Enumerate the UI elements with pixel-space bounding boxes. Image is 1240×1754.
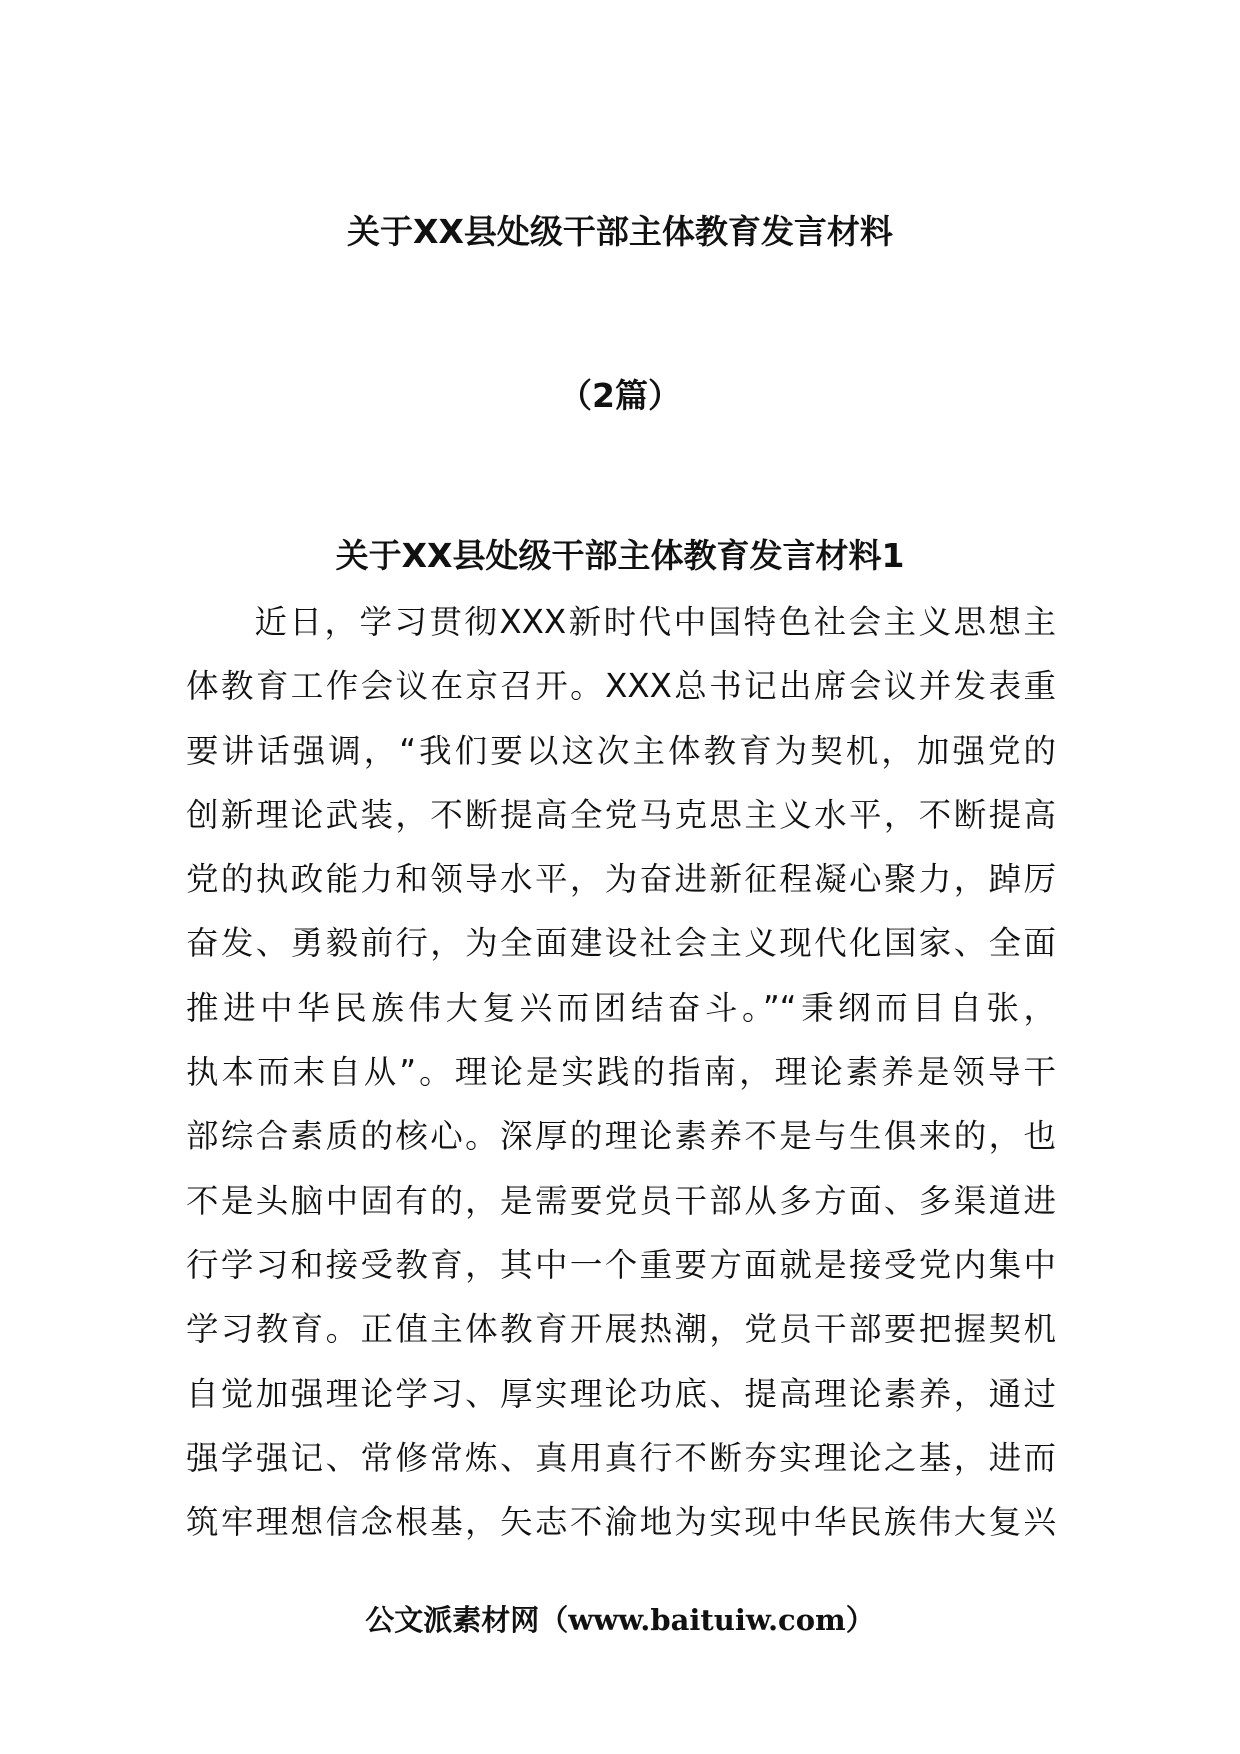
body-line: 筑牢理想信念根基，矢志不渝地为实现中华民族伟大复兴 [186, 1503, 1056, 1542]
body-line: 奋发、勇毅前行，为全面建设社会主义现代化国家、全面 [186, 924, 1056, 963]
body-line: 近日，学习贯彻XXX新时代中国特色社会主义思想主 [252, 603, 1056, 641]
document-title: 关于XX县处级干部主体教育发言材料 [347, 212, 893, 251]
body-paragraph [186, 590, 1056, 1554]
body-line: 自觉加强理论学习、厚实理论功底、提高理论素养，通过 [186, 1374, 1056, 1413]
body-line: 学习教育。正值主体教育开展热潮，党员干部要把握契机 [186, 1310, 1056, 1349]
body-line: 党的执政能力和领导水平，为奋进新征程凝心聚力，踔厉 [186, 860, 1056, 899]
section-heading: 关于XX县处级干部主体教育发言材料1 [335, 536, 905, 575]
body-line: 部综合素质的核心。深厚的理论素养不是与生俱来的，也 [186, 1117, 1056, 1156]
body-line: 不是头脑中固有的，是需要党员干部从多方面、多渠道进 [186, 1181, 1056, 1220]
body-line: 强学强记、常修常炼、真用真行不断夯实理论之基，进而 [186, 1438, 1056, 1477]
body-line: 创新理论武装，不断提高全党马克思主义水平，不断提高 [186, 795, 1056, 834]
body-line: 推进中华民族伟大复兴而团结奋斗。”“秉纲而目自张， [186, 988, 1056, 1027]
footer-watermark: 公文派素材网（www.baituiw.com） [365, 1603, 875, 1637]
body-line: 执本而末自从”。理论是实践的指南，理论素养是领导干 [186, 1053, 1056, 1092]
body-line: 行学习和接受教育，其中一个重要方面就是接受党内集中 [186, 1245, 1056, 1284]
body-line: 体教育工作会议在京召开。XXX总书记出席会议并发表重 [186, 667, 1056, 706]
document-subtitle: （2篇） [559, 376, 681, 415]
body-line: 要讲话强调，“我们要以这次主体教育为契机，加强党的 [186, 731, 1056, 770]
